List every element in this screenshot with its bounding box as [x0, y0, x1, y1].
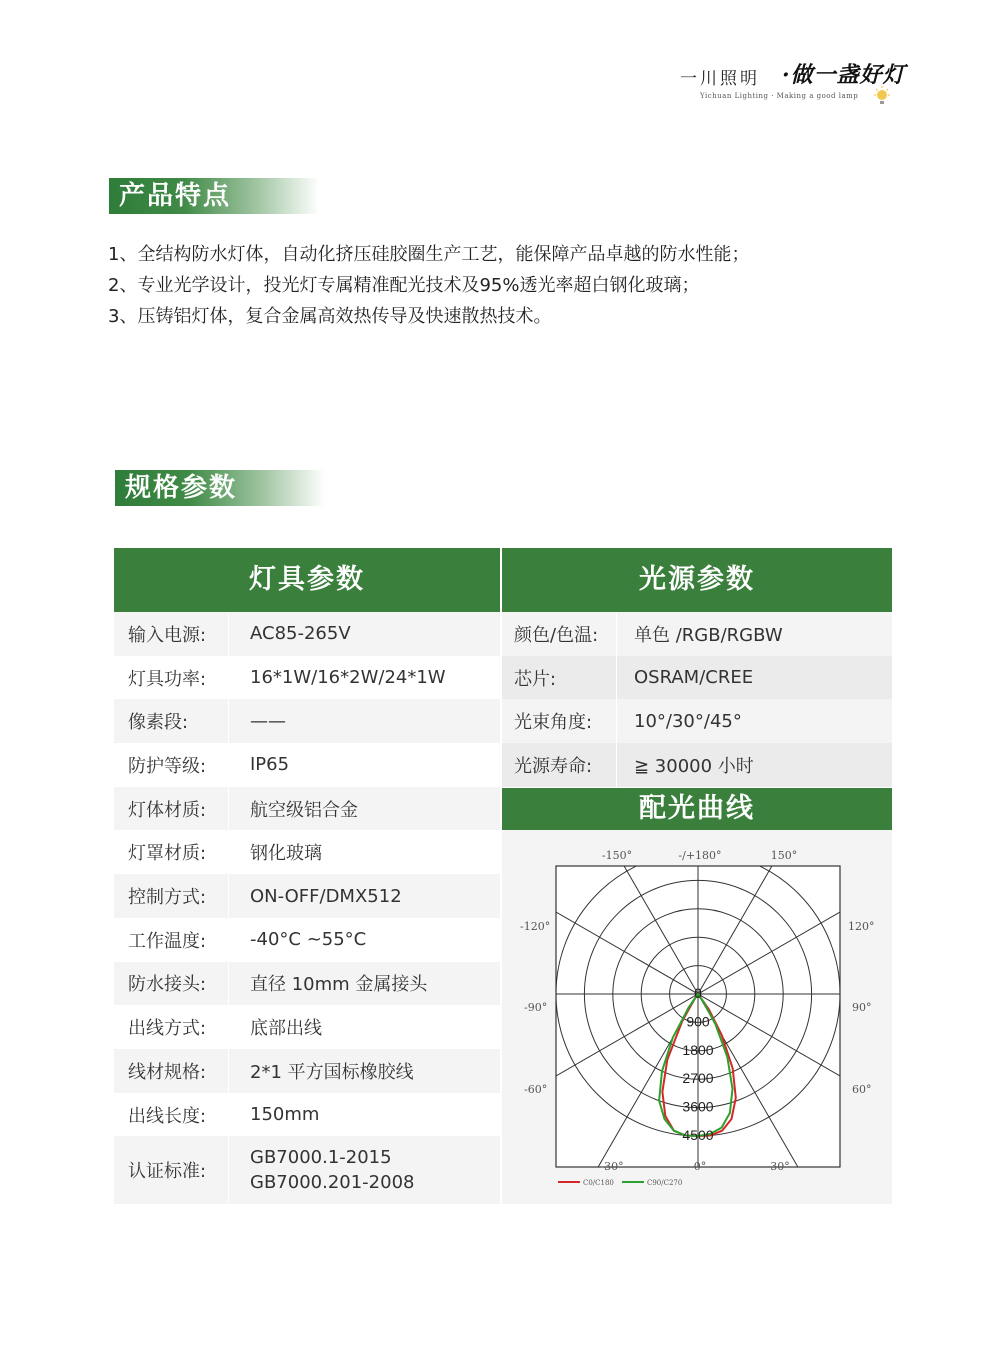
light-curve-header: 配光曲线 [502, 788, 892, 830]
fixture-params-header: 灯具参数 [114, 548, 500, 612]
fixture-row [114, 656, 500, 700]
fixture-row [114, 1093, 500, 1137]
source-params-header: 光源参数 [502, 548, 892, 612]
source-row-value: ≧ 30000 小时 [634, 755, 754, 777]
radial-tick-label: 4500 [682, 1127, 714, 1143]
features-title: 产品特点 [109, 178, 319, 214]
legend-label: C0/C180 [583, 1179, 614, 1187]
fixture-row-label: 输入电源: [128, 624, 207, 646]
radial-tick-label: 900 [686, 1013, 710, 1030]
fixture-row [114, 743, 500, 787]
fixture-row [114, 699, 500, 743]
fixture-row-label: 出线方式: [128, 1018, 207, 1040]
angle-label: -60° [524, 1083, 548, 1096]
fixture-row-label: 出线长度: [128, 1105, 207, 1127]
company-name: 一川照明 [680, 69, 760, 89]
row-divider [228, 874, 229, 918]
row-divider [228, 699, 229, 743]
row-divider [228, 962, 229, 1006]
fixture-row-value-line: GB7000.201-2008 [250, 1172, 415, 1194]
feature-item-2: 2、专业光学设计，投光灯专属精准配光技术及95%透光率超白钢化玻璃； [108, 275, 700, 296]
angle-label: 30° [770, 1160, 790, 1173]
source-row [502, 743, 892, 787]
fixture-row-value: 直径 10mm 金属接头 [250, 974, 428, 996]
angle-label: 60° [852, 1083, 872, 1096]
fixture-row-value: 航空级铝合金 [250, 799, 358, 821]
legend-label: C90/C270 [647, 1179, 683, 1187]
fixture-row-label: 像素段: [128, 712, 189, 734]
source-row-label: 颜色/色温: [514, 624, 599, 646]
source-row-value: OSRAM/CREE [634, 667, 754, 689]
fixture-row [114, 831, 500, 875]
row-divider [616, 699, 617, 743]
fixture-row-label: 防水接头: [128, 974, 207, 996]
source-row-label: 光源寿命: [514, 755, 593, 777]
row-divider [228, 1005, 229, 1049]
angle-label: 150° [770, 849, 798, 862]
radial-tick-label: 1800 [682, 1041, 714, 1058]
light-distribution-chart [502, 830, 892, 1204]
fixture-row-value: 2*1 平方国标橡胶线 [250, 1061, 414, 1083]
fixture-row [114, 787, 500, 831]
row-divider [228, 1136, 229, 1204]
angle-label: 90° [852, 1001, 872, 1014]
fixture-row [114, 918, 500, 962]
fixture-row [114, 1005, 500, 1049]
radial-tick-label: 3600 [682, 1098, 714, 1115]
angle-label: -150° [601, 849, 633, 862]
fixture-row-value: IP65 [250, 754, 290, 776]
fixture-row-label: 认证标准: [128, 1161, 207, 1183]
brand-slogan: ·做一盏好灯 [782, 62, 906, 88]
fixture-row-label: 灯体材质: [128, 799, 207, 821]
feature-item-3: 3、压铸铝灯体，复合金属高效热传导及快速散热技术。 [108, 306, 552, 327]
fixture-row-label: 灯罩材质: [128, 843, 207, 865]
fixture-row-value: 底部出线 [250, 1018, 322, 1040]
source-row-value: 10°/30°/45° [634, 710, 742, 732]
source-row [502, 656, 892, 700]
row-divider [228, 656, 229, 700]
source-row-label: 芯片: [514, 668, 557, 690]
fixture-row-value: -40°C ~55°C [250, 929, 367, 951]
fixture-row [114, 1049, 500, 1093]
feature-item-1: 1、全结构防水灯体，自动化挤压硅胶圈生产工艺，能保障产品卓越的防水性能； [108, 244, 750, 265]
fixture-row-label: 防护等级: [128, 755, 207, 777]
source-row [502, 612, 892, 656]
row-divider [616, 743, 617, 787]
fixture-row [114, 962, 500, 1006]
fixture-row-label: 工作温度: [128, 930, 207, 952]
fixture-row-value [250, 1136, 415, 1204]
angle-label: 0° [693, 1160, 707, 1173]
fixture-row-value: 16*1W/16*2W/24*1W [250, 667, 446, 689]
fixture-row [114, 612, 500, 656]
fixture-row-value: ON-OFF/DMX512 [250, 885, 402, 907]
lightbulb-icon [872, 84, 892, 108]
angle-label: -120° [520, 920, 551, 933]
fixture-row [114, 874, 500, 918]
company-name-en: Yichuan Lighting · Making a good lamp [700, 92, 859, 100]
row-divider [228, 743, 229, 787]
fixture-row-label: 线材规格: [128, 1061, 207, 1083]
row-divider [228, 1049, 229, 1093]
row-divider [228, 612, 229, 656]
row-divider [616, 656, 617, 700]
radial-tick-label: 2700 [682, 1070, 714, 1087]
row-divider [228, 1093, 229, 1137]
fixture-row-value: 150mm [250, 1104, 320, 1126]
angle-label: -90° [524, 1001, 548, 1014]
angle-label: 120° [848, 920, 875, 933]
row-divider [228, 918, 229, 962]
fixture-row-value: 钢化玻璃 [250, 843, 322, 865]
row-divider [228, 787, 229, 831]
angle-label: -30° [600, 1160, 624, 1173]
fixture-row-value-line: GB7000.1-2015 [250, 1147, 392, 1169]
fixture-row [114, 1136, 500, 1204]
source-row-value: 单色 /RGB/RGBW [634, 624, 783, 646]
fixture-row-label: 控制方式: [128, 887, 207, 909]
fixture-row-value: —— [250, 710, 286, 732]
row-divider [228, 831, 229, 875]
fixture-row-value: AC85-265V [250, 623, 351, 645]
source-row-label: 光束角度: [514, 712, 593, 734]
row-divider [616, 612, 617, 656]
specs-title: 规格参数 [115, 470, 325, 506]
radial-tick-label: 0 [694, 985, 702, 1001]
source-row [502, 699, 892, 743]
fixture-row-label: 灯具功率: [128, 668, 207, 690]
angle-label: -/+180° [678, 849, 722, 862]
